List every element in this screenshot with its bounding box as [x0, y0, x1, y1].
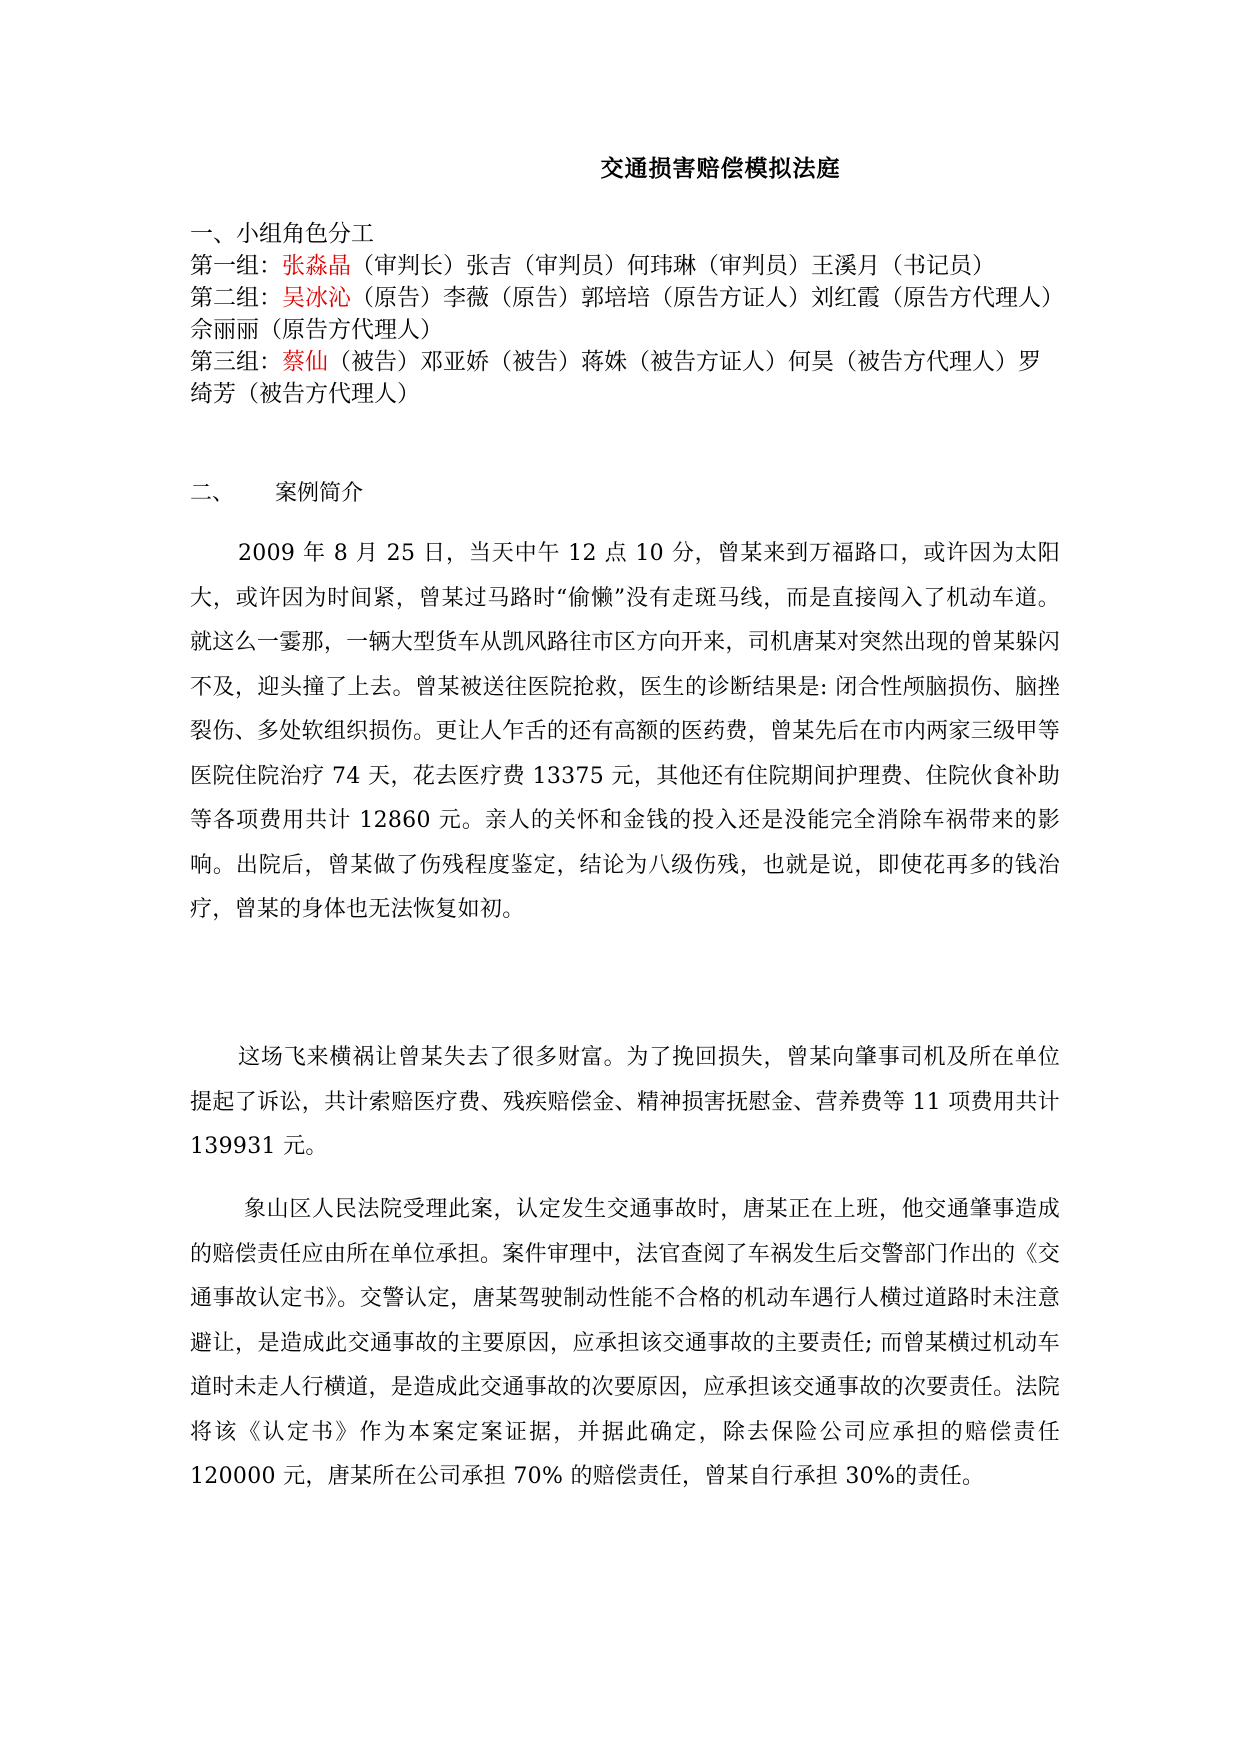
- group3-leader: 蔡仙: [282, 349, 328, 375]
- group1-members: （审判长）张吉（审判员）何玮琳（审判员）王溪月（书记员）: [351, 253, 995, 279]
- group3-members: （被告）邓亚娇（被告）蒋姝（被告方证人）何昊（被告方代理人）罗绮芳（被告方代理人）: [190, 349, 1041, 407]
- case-paragraph-2: 这场飞来横祸让曾某失去了很多财富。为了挽回损失，曾某向肇事司机及所在单位提起了诉讼，共计索赔医疗费、残疾赔偿金、精神损害抚慰金、营养费等 11 项费用共计 139931 元。: [190, 1045, 1060, 1159]
- section2-title: 案例简介: [275, 481, 364, 506]
- group2-members: （原告）李薇（原告）郭培培（原告方证人）刘红霞（原告方代理人）佘丽丽（原告方代理人）: [190, 285, 1053, 343]
- document-title: 交通损害赔偿模拟法庭: [600, 156, 841, 182]
- case-summary-heading: [190, 478, 363, 510]
- group1-line: [190, 250, 1060, 282]
- role-assignment-section: [190, 218, 1060, 410]
- group2-label: 第二组：: [190, 285, 282, 311]
- section2-number: 二、: [190, 481, 235, 506]
- group2-line: [190, 282, 1060, 346]
- case-paragraph-3: 象山区人民法院受理此案，认定发生交通事故时，唐某正在上班，他交通肇事造成的赔偿责任应由所在单位承担。案件审理中，法官查阅了车祸发生后交警部门作出的《交通事故认定书》。交警认定，唐某驾驶制动性能不合格的机动车遇行人横过道路时未注意避让，是造成此交通事故的主要原因，应承担该交通事故的主要责任; 而曾某横过机动车道时未走人行横道，是造成此交通事故的次要原因，应承担该交通事故的次要责任。法院将该《认定书》作为本案定案证据，并据此确定，除去保险公司应承担的赔偿责任 120000 元，唐某所在公司承担 70% 的赔偿责任，曾某自行承担 30%的责任。: [190, 1197, 1060, 1489]
- section1-heading: 一、小组角色分工: [190, 221, 374, 247]
- case-paragraph-1: 2009 年 8 月 25 日，当天中午 12 点 10 分，曾某来到万福路口，或许因为太阳大，或许因为时间紧，曾某过马路时“偷懒”没有走斑马线，而是直接闯入了机动车道。就这么一霎那，一辆大型货车从凯风路往市区方向开来，司机唐某对突然出现的曾某躲闪不及，迎头撞了上去。曾某被送往医院抢救，医生的诊断结果是: 闭合性颅脑损伤、脑挫裂伤、多处软组织损伤。更让人乍舌的还有高额的医药费，曾某先后在市内两家三级甲等医院住院治疗 74 天，花去医疗费 13375 元，其他还有住院期间护理费、住院伙食补助等各项费用共计 12860 元。亲人的关怀和金钱的投入还是没能完全消除车祸带来的影响。出院后，曾某做了伤残程度鉴定，结论为八级伤残，也就是说，即使花再多的钱治疗，曾某的身体也无法恢复如初。: [190, 541, 1060, 922]
- group3-label: 第三组：: [190, 349, 282, 375]
- group3-line: [190, 346, 1060, 410]
- group1-label: 第一组：: [190, 253, 282, 279]
- group1-leader: 张淼晶: [282, 253, 351, 279]
- group2-leader: 吴冰沁: [282, 285, 351, 311]
